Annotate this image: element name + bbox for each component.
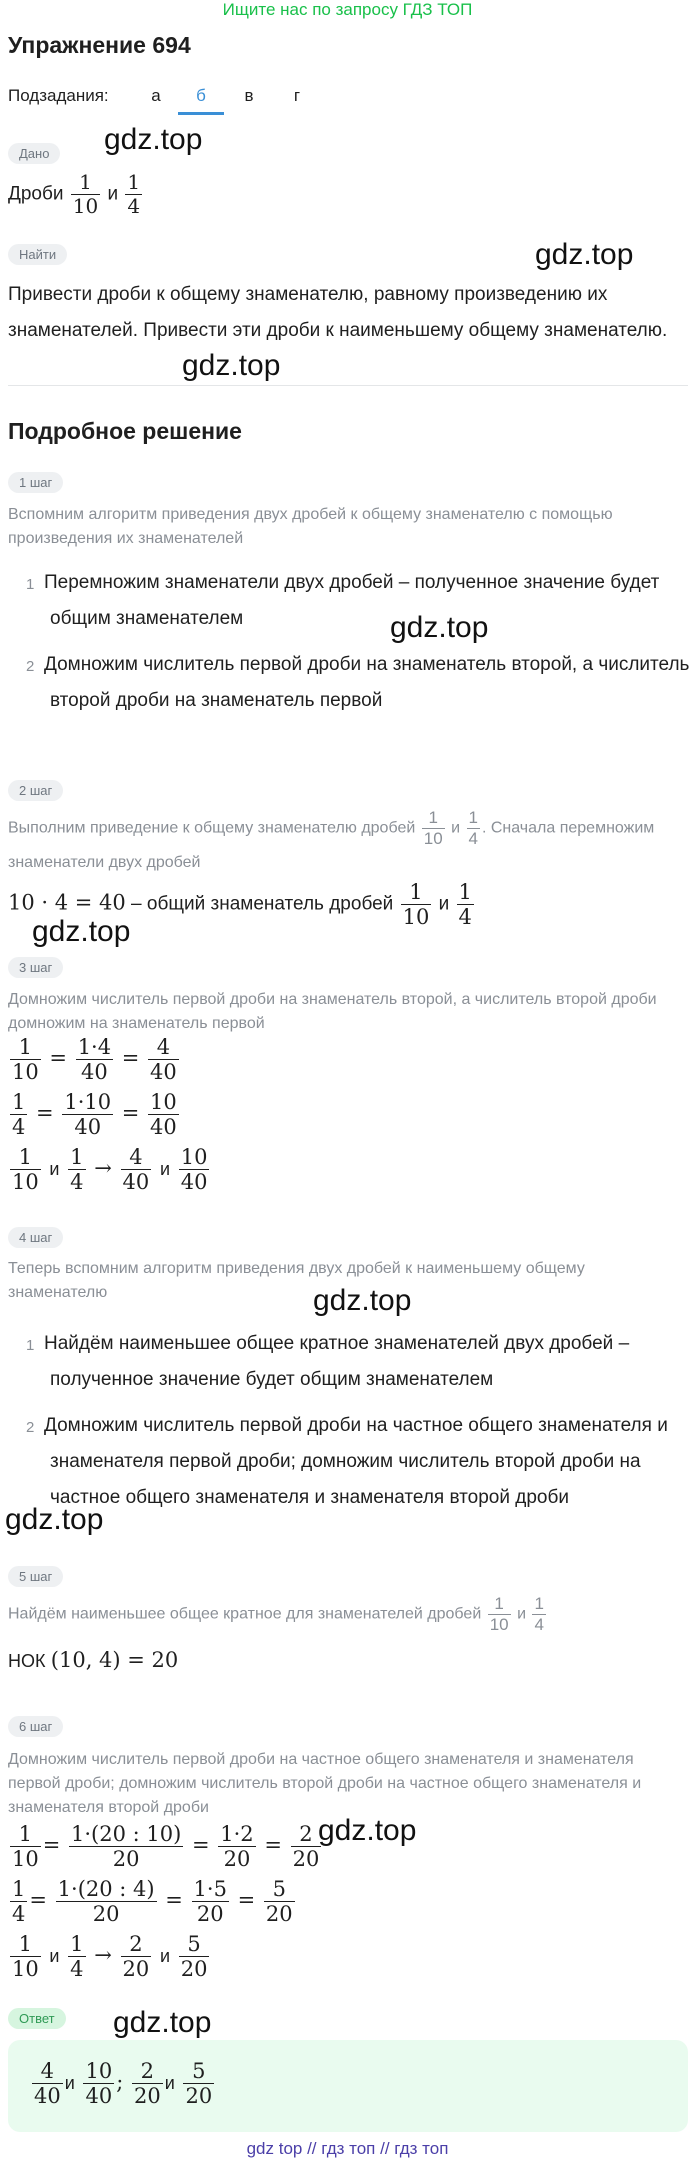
step-intro: Домножим числитель первой дроби на знаменатель второй, а числитель второй дроби <box>8 991 657 1008</box>
given-tag: Дано <box>8 143 60 164</box>
fraction: $\frac{1}{10}$ <box>12 1822 39 1872</box>
solution-title: Подробное решение <box>8 418 242 444</box>
list-item-text: второй дроби на знаменатель первой <box>50 690 383 711</box>
watermark: gdz.top <box>313 1284 412 1317</box>
list-item-text: общим знаменателем <box>50 608 244 629</box>
tab-b[interactable]: б <box>196 86 206 105</box>
list-item-text: полученное значение будет общим знаменателем <box>50 1369 494 1390</box>
list-number: 1 <box>26 1337 35 1354</box>
fraction: $\frac{1}{10}$ <box>12 1145 39 1195</box>
equation-row: $\frac{1}{10}$ и $\frac{1}{4}$ → $\frac{4}{40}$ и $\frac{10}{40}$ <box>12 1145 208 1195</box>
step-intro: Теперь вспомним алгоритм приведения двух дробей к наименьшему общему <box>8 1260 585 1277</box>
step-tag: 1 шаг <box>8 472 63 493</box>
list-item-text: Найдём наименьшее общее кратное знаменателей двух дробей – <box>44 1333 630 1354</box>
fraction: $\frac{10}{40}$ <box>85 2059 113 2109</box>
fraction: $\frac{2}{20}$ <box>133 2059 161 2109</box>
common-denominator-line: 10 · 4 = 40 – общий знаменатель дробей $\frac{1}{10}$ и $\frac{1}{4}$ <box>8 880 472 930</box>
given-fractions <box>8 171 144 218</box>
fraction: $\frac{1\cdot 2}{20}$ <box>220 1822 254 1872</box>
fraction: $\frac{1\cdot 5}{20}$ <box>193 1877 227 1927</box>
watermark: gdz.top <box>318 1814 417 1847</box>
step-intro: домножим на знаменатель первой <box>8 1015 265 1032</box>
fraction: $\frac{1}{10}$ <box>489 1594 509 1634</box>
step-intro: знаменатели двух дробей <box>8 854 201 871</box>
watermark: gdz.top <box>104 123 203 156</box>
list-item-text: Перемножим знаменатели двух дробей – полученное значение будет <box>44 572 660 593</box>
list-item-text: Домножим числитель первой дроби на частное общего знаменателя и <box>44 1415 668 1436</box>
fraction: $\frac{1}{10}$ <box>12 1932 39 1982</box>
fraction: $\frac{10}{40}$ <box>180 1145 208 1195</box>
fraction: $\frac{4}{40}$ <box>150 1035 177 1085</box>
tab-g[interactable]: г <box>293 86 301 105</box>
answer-fractions: $\frac{4}{40}$ и $\frac{10}{40}$ ; $\frac{2}{20}$ и $\frac{5}{20}$ <box>34 2059 213 2109</box>
arrow: → <box>94 1943 112 1968</box>
lcm-line: НОК (10, 4) = 20 <box>8 1648 179 1672</box>
step-tag: 3 шаг <box>8 957 63 978</box>
watermark: gdz.top <box>32 915 131 948</box>
subtasks-label: Подзадания: <box>8 86 109 105</box>
fraction: $\frac{10}{40}$ <box>150 1090 177 1140</box>
watermark: gdz.top <box>5 1503 104 1536</box>
answer-tag: Ответ <box>8 2008 66 2029</box>
equation-row: $\frac{1}{4}$ = $\frac{1\cdot 10}{40}$ = $\frac{10}{40}$ <box>12 1090 177 1140</box>
equation-row: $\frac{1}{10}$ = $\frac{1\cdot(20 : 10)}{20}$ = $\frac{1\cdot 2}{20}$ = $\frac{2}{20}$ <box>12 1822 320 1872</box>
fraction: $\frac{4}{40}$ <box>34 2059 61 2109</box>
list-number: 1 <box>26 576 35 593</box>
fraction: $\frac{5}{20}$ <box>185 2059 213 2109</box>
step-tag: 5 шаг <box>8 1566 63 1587</box>
list-item-text: частное общего знаменателя и знаменателя второй дроби <box>50 1487 569 1508</box>
fraction: $\frac{1}{4}$ <box>12 1877 26 1927</box>
step-intro: знаменателя второй дроби <box>8 1799 209 1816</box>
active-tab-indicator <box>178 112 224 115</box>
find-text-line: знаменателей. Привести эти дроби к наименьшему общему знаменателю. <box>8 320 668 341</box>
step-intro: Вспомним алгоритм приведения двух дробей к общему знаменателю с помощью <box>8 506 613 523</box>
step-tag: 2 шаг <box>8 780 63 801</box>
fraction: $\frac{1}{4}$ <box>468 808 478 848</box>
list-item-text: Домножим числитель первой дроби на знаменатель второй, а числитель <box>44 654 690 675</box>
fraction: $\frac{2}{20}$ <box>292 1822 320 1872</box>
list-number: 2 <box>26 658 35 675</box>
fraction: $\frac{1}{10}$ <box>402 880 430 930</box>
step-intro: произведения их знаменателей <box>8 530 244 547</box>
fraction: $\frac{1}{4}$ <box>70 1145 84 1195</box>
tab-a[interactable]: а <box>151 86 161 105</box>
step-intro: Выполним приведение к общему знаменателю дробей $\frac{1}{10}$ и $\frac{1}{4}$ . Сначала перемножим <box>8 808 655 848</box>
top-banner[interactable]: Ищите нас по запросу ГДЗ ТОП <box>222 0 473 19</box>
divider <box>8 385 688 386</box>
equation-row: $\frac{1}{10}$ и $\frac{1}{4}$ → $\frac{2}{20}$ и $\frac{5}{20}$ <box>12 1932 208 1982</box>
fraction: $\frac{1}{10}$ <box>12 1035 39 1085</box>
fraction: $\frac{5}{20}$ <box>180 1932 208 1982</box>
fraction: $\frac{1}{10}$ <box>423 808 443 848</box>
fraction: $\frac{1}{4}$ <box>127 170 141 218</box>
list-number: 2 <box>26 1419 35 1436</box>
watermark: gdz.top <box>535 238 634 271</box>
fraction: $\frac{5}{20}$ <box>265 1877 293 1927</box>
fraction: $\frac{1}{4}$ <box>534 1594 544 1634</box>
step-intro: знаменателю <box>8 1284 108 1301</box>
find-text-line: Привести дроби к общему знаменателю, равному произведению их <box>8 284 608 305</box>
fraction: $\frac{1}{4}$ <box>70 1932 84 1982</box>
equation-row: $\frac{1}{10}$ = $\frac{1\cdot 4}{40}$ = $\frac{4}{40}$ <box>12 1035 177 1085</box>
arrow: → <box>94 1156 112 1181</box>
tab-v[interactable]: в <box>244 86 254 105</box>
watermark: gdz.top <box>182 349 281 382</box>
step-intro: Найдём наименьшее общее кратное для знаменателей дробей $\frac{1}{10}$ и $\frac{1}{4}$ <box>8 1594 544 1634</box>
fraction: $\frac{1\cdot 10}{40}$ <box>64 1090 112 1140</box>
watermark: gdz.top <box>113 2006 212 2039</box>
fraction: $\frac{1}{10}$ <box>72 170 99 218</box>
fraction: $\frac{4}{40}$ <box>122 1145 150 1195</box>
watermark: gdz.top <box>390 611 489 644</box>
given-text: Дроби <box>8 183 64 205</box>
find-tag: Найти <box>8 244 67 265</box>
equation-row: $\frac{1}{4}$ = $\frac{1\cdot(20 : 4)}{20}$ = $\frac{1\cdot 5}{20}$ = $\frac{5}{20}$ <box>12 1877 293 1927</box>
step-tag: 6 шаг <box>8 1716 63 1737</box>
footer-links[interactable]: gdz top // гдз топ // гдз топ <box>246 2139 449 2158</box>
fraction: $\frac{1}{4}$ <box>12 1090 26 1140</box>
fraction: $\frac{1\cdot(20 : 4)}{20}$ <box>57 1877 155 1927</box>
list-item-text: знаменателя первой дроби; домножим числитель второй дроби на <box>50 1451 641 1472</box>
fraction: $\frac{1}{4}$ <box>458 880 472 930</box>
and-text: и <box>107 183 119 205</box>
fraction: $\frac{1\cdot 4}{40}$ <box>77 1035 112 1085</box>
step-intro: Домножим числитель первой дроби на частное общего знаменателя и знаменателя <box>8 1751 634 1768</box>
fraction: $\frac{1\cdot(20 : 10)}{20}$ <box>71 1822 182 1872</box>
step-intro: первой дроби; домножим числитель второй дроби на частное общего знаменателя и <box>8 1775 642 1792</box>
step-tag: 4 шаг <box>8 1227 63 1248</box>
fraction: $\frac{2}{20}$ <box>122 1932 150 1982</box>
page-title: Упражнение 694 <box>8 32 191 58</box>
